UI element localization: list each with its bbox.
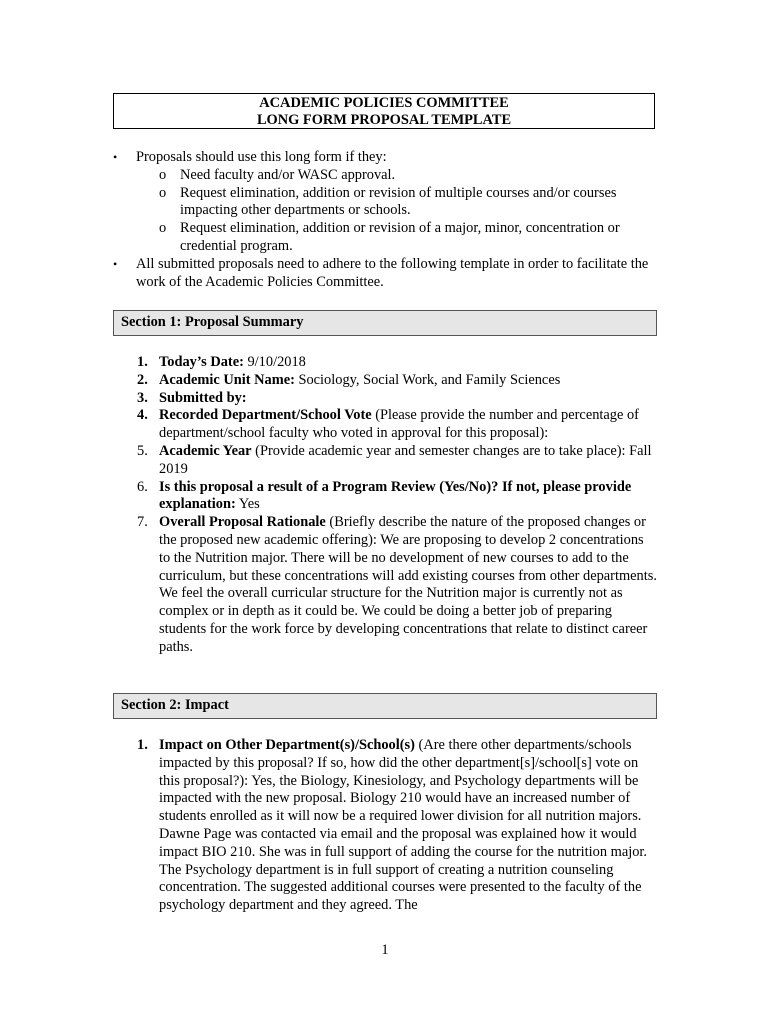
list-item: 4. Recorded Department/School Vote (Please provide the number and percentage of department/school faculty who voted in approval for this proposal): (137, 407, 639, 442)
intro-bullet-1: • Proposals should use this long form if they: (113, 149, 387, 165)
list-item: 3. Submitted by: (137, 389, 247, 406)
intro-bullet-2: • All submitted proposals need to adhere to the following template in order to facilitate the work of the Academic Policies Committee. (113, 255, 649, 290)
title-box (113, 93, 655, 129)
section-1-list (113, 354, 658, 657)
title-line-1: ACADEMIC POLICIES COMMITTEE (259, 95, 509, 111)
page-number: 1 (381, 942, 389, 958)
bullet-marker: • (113, 256, 118, 271)
intro-bullets (113, 149, 658, 291)
title-line-2: LONG FORM PROPOSAL TEMPLATE (256, 112, 512, 128)
list-item: 6. Is this proposal a result of a Program Review (Yes/No)? If not, please provide explanation: Yes (137, 478, 632, 513)
sub-bullet-marker: o (159, 220, 167, 237)
list-item: 5. Academic Year (Provide academic year and semester changes are to take place): Fall 2019 (137, 442, 652, 477)
section-1-header: Section 1: Proposal Summary (113, 310, 657, 336)
section-2-header: Section 2: Impact (113, 693, 657, 719)
intro-sub-2: o Request elimination, addition or revision of multiple courses and/or courses impacting other departments or schools. (159, 184, 617, 219)
list-item: 2. Academic Unit Name: Sociology, Social Work, and Family Sciences (137, 371, 561, 388)
list-item: 7. Overall Proposal Rationale (Briefly describe the nature of the proposed changes or the proposed new academic offering): We are proposing to develop 2 concentrations to the Nutrition major. There will be no development of new courses to add to the curriculum, but these concentrations will add existing courses from other departments. We feel the overall curricular structure for the Nutrition major is currently not as complex or in depth as it could be. We could be doing a better job of preparing students for the work force by developing concentrations that relate to distinct career paths. (137, 514, 657, 655)
section-2-list (113, 737, 658, 915)
bullet-marker: • (113, 150, 118, 164)
intro-sub-3: o Request elimination, addition or revision of a major, minor, concentration or credential program. (159, 220, 620, 254)
intro-sub-1: o Need faculty and/or WASC approval. (159, 166, 396, 183)
sub-bullet-marker: o (159, 166, 167, 183)
sub-bullet-marker: o (159, 184, 167, 201)
list-item: 1. Today’s Date: 9/10/2018 (137, 354, 306, 370)
list-item: 1. Impact on Other Department(s)/School(s) (Are there other departments/schools impacted by this proposal? If so, how did the other department[s]/school[s] vote on this proposal?): Yes, the Biology, Kinesiology, and Psychology departments will be impacted with the new proposal. Biology 210 would have an increased number of students enrolled as it will now be a required lower division for all nutrition majors. Dawne Page was contacted via email and the proposal was explained how it would impact BIO 210. She was in full support of adding the course for the nutrition major. The Psychology department is in full support of creating a nutrition counseling concentration. The suggested additional courses were presented to the faculty of the psychology department and they agreed. The (137, 737, 647, 914)
